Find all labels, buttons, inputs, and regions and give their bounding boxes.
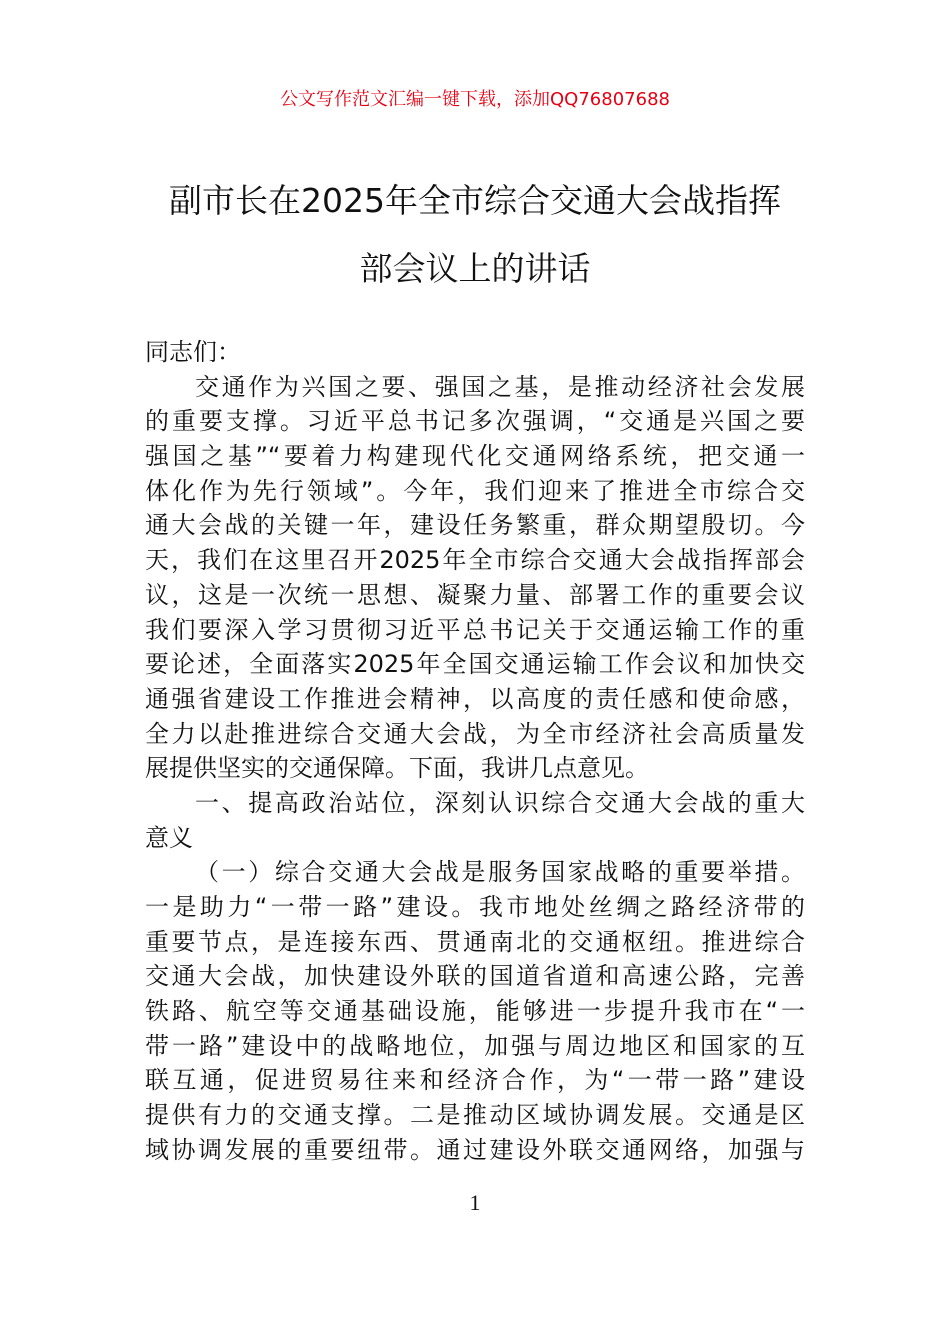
text-line: 一是助力“一带一路”建设。我市地处丝绸之路经济带的 — [145, 893, 805, 921]
text-line: 通大会战的关键一年，建设任务繁重，群众期望殷切。今 — [145, 511, 805, 540]
document-title-line-1: 副市长在2025年全市综合交通大会战指挥 — [169, 181, 781, 220]
text-line: 联互通，促进贸易往来和经济合作，为“一带一路”建设 — [145, 1066, 805, 1095]
header-download-note: 公文写作范文汇编一键下载，添加QQ76807688 — [280, 89, 670, 110]
text-line: 同志们： — [145, 338, 241, 366]
text-line: 通强省建设工作推进会精神，以高度的责任感和使命感， — [145, 684, 805, 713]
text-line: 交通作为兴国之要、强国之基，是推动经济社会发展 — [195, 372, 805, 401]
text-line: 铁路、航空等交通基础设施，能够进一步提升我市在“一 — [145, 997, 805, 1026]
text-line: 意义 — [145, 823, 193, 852]
text-line: 要论述，全面落实2025年全国交通运输工作会议和加快交 — [145, 650, 805, 679]
document-body — [145, 335, 805, 1168]
page-number: 1 — [469, 1190, 481, 1215]
text-line: 强国之基”“要着力构建现代化交通网络系统，把交通一 — [145, 442, 805, 471]
text-line: 天，我们在这里召开2025年全市综合交通大会战指挥部会 — [145, 546, 805, 575]
text-line: 带一路”建设中的战略地位，加强与周边地区和国家的互 — [145, 1031, 805, 1060]
text-line: 域协调发展的重要纽带。通过建设外联交通网络，加强与 — [145, 1135, 805, 1164]
document-title-line-2: 部会议上的讲话 — [359, 249, 591, 288]
text-line: 交通大会战，加快建设外联的国道省道和高速公路，完善 — [145, 962, 805, 991]
text-line: 展提供坚实的交通保障。下面，我讲几点意见。 — [145, 754, 649, 783]
text-line: （一）综合交通大会战是服务国家战略的重要举措。 — [195, 858, 805, 887]
text-line: 体化作为先行领域”。今年，我们迎来了推进全市综合交 — [145, 476, 805, 505]
text-line: 提供有力的交通支撑。二是推动区域协调发展。交通是区 — [145, 1101, 805, 1130]
text-line: 议，这是一次统一思想、凝聚力量、部署工作的重要会议 — [145, 580, 805, 609]
text-line: 我们要深入学习贯彻习近平总书记关于交通运输工作的重 — [145, 615, 805, 644]
text-line: 一、提高政治站位，深刻认识综合交通大会战的重大 — [195, 788, 805, 817]
text-line: 全力以赴推进综合交通大会战，为全市经济社会高质量发 — [145, 719, 805, 748]
text-line: 重要节点，是连接东西、贯通南北的交通枢纽。推进综合 — [145, 927, 805, 956]
text-line: 的重要支撑。习近平总书记多次强调，“交通是兴国之要 — [145, 407, 805, 436]
